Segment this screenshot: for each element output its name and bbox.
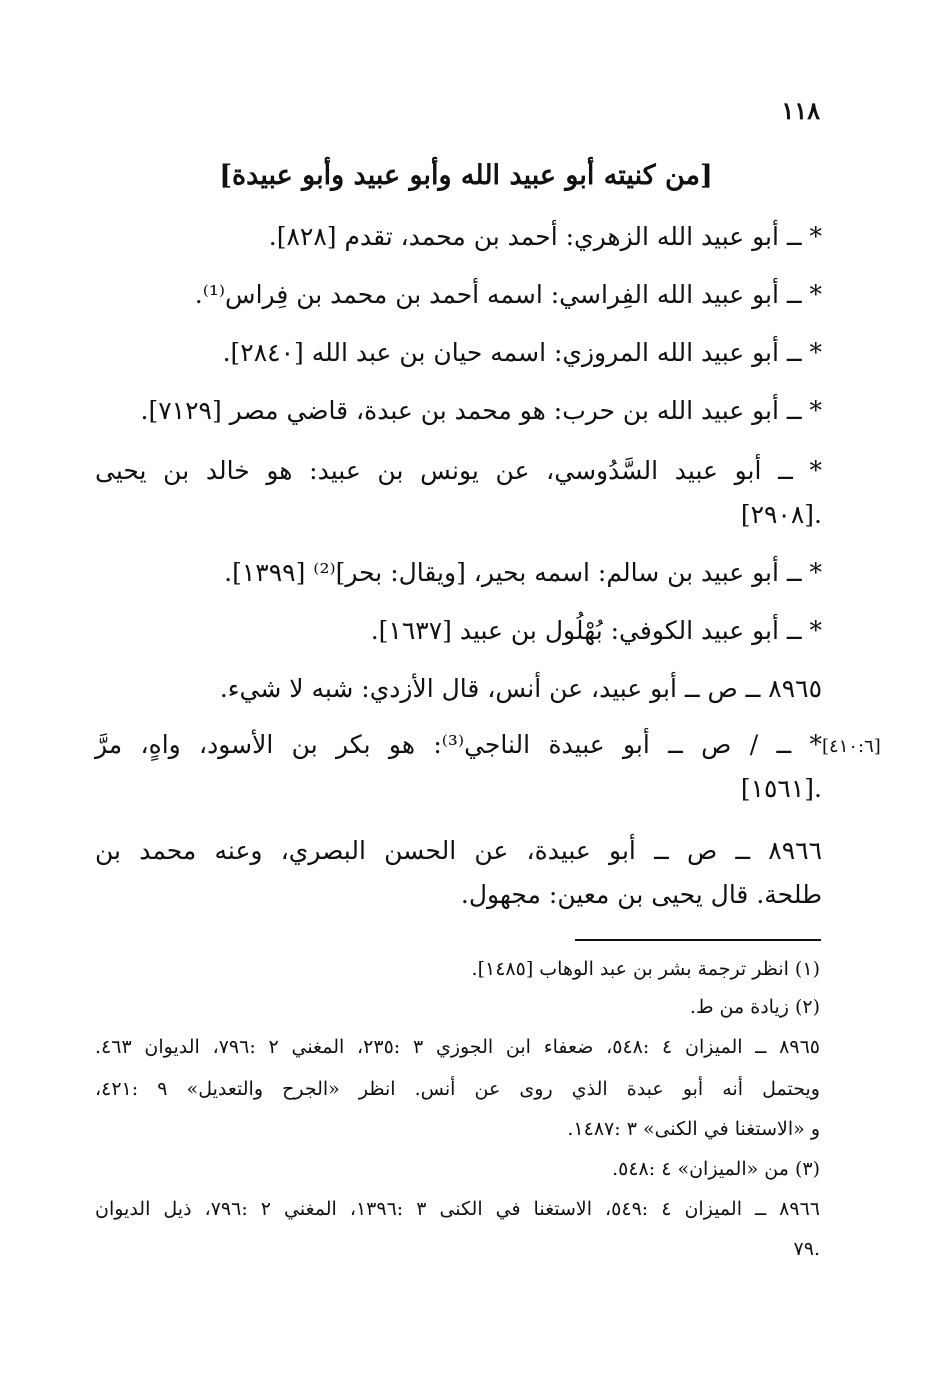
footnote-line: ٧٩. [793,1238,820,1260]
entry-line: ٨٩٦٦ ــ ص ــ أبو عبيدة، عن الحسن البصري، وعنه محمد بن [95,836,822,865]
entry-line: * ــ / ص ــ أبو عبيدة الناجي⁽³⁾: هو بكر بن الأسود، واهٍ، مرَّ [95,730,823,759]
entry-line: * ــ أبو عبيد الله المروزي: اسمه حيان بن عبد الله [٢٨٤٠]. [222,338,822,367]
entry-line: [٢٩٠٨]. [740,500,822,529]
entry-line: * ــ أبو عبيد بن سالم: اسمه بحير، [ويقال: بحر]⁽²⁾ [١٣٩٩]. [224,558,822,587]
footnote-line: (١) انظر ترجمة بشر بن عبد الوهاب [١٤٨٥]. [471,958,820,980]
footnote-line: و «الاستغنا في الكنى» ٣ :١٤٨٧. [567,1118,820,1140]
entry-line: ٨٩٦٥ ــ ص ــ أبو عبيد، عن أنس، قال الأزدي: شبه لا شيء. [219,674,822,703]
entry-line: * ــ أبو عبيد الكوفي: بُهْلُول بن عبيد [١٦٣٧]. [370,616,822,645]
entry-line: * ــ أبو عبيد الله الفِراسي: اسمه أحمد بن محمد بن فِراس⁽¹⁾. [194,280,822,309]
footnote-separator [575,939,821,941]
entry-line: طلحة. قال يحيى بن معين: مجهول. [460,880,822,909]
section-title: [من كنيته أبو عبيد الله وأبو عبيد وأبو عبيدة] [219,160,713,191]
page-number: ١١٨ [781,96,820,125]
footnote-line: (٢) زيادة من ط. [689,996,820,1018]
entry-line: * ــ أبو عبيد الله الزهري: أحمد بن محمد، تقدم [٨٢٨]. [268,222,822,251]
margin-reference: [٤١٠:٦] [822,736,881,757]
footnote-line: ويحتمل أنه أبو عبدة الذي روى عن أنس. انظر «الجرح والتعديل» ٩ :٤٢١، [95,1078,820,1100]
footnote-line: (٣) من «الميزان» ٤ :٥٤٨. [612,1158,820,1180]
entry-line: * ــ أبو عبيد الله بن حرب: هو محمد بن عبدة، قاضي مصر [٧١٢٩]. [140,396,822,425]
footnote-line: ٨٩٦٦ ــ الميزان ٤ :٥٤٩، الاستغنا في الكنى ٣ :١٣٩٦، المغني ٢ :٧٩٦، ذيل الديوان [95,1198,820,1220]
footnote-line: ٨٩٦٥ ــ الميزان ٤ :٥٤٨، ضعفاء ابن الجوزي ٣ :٢٣٥، المغني ٢ :٧٩٦، الديوان ٤٦٣. [95,1036,820,1058]
entry-line: [١٥٦١]. [740,774,822,803]
entry-line: * ــ أبو عبيد السَّدُوسي، عن يونس بن عبيد: هو خالد بن يحيى [95,456,822,485]
